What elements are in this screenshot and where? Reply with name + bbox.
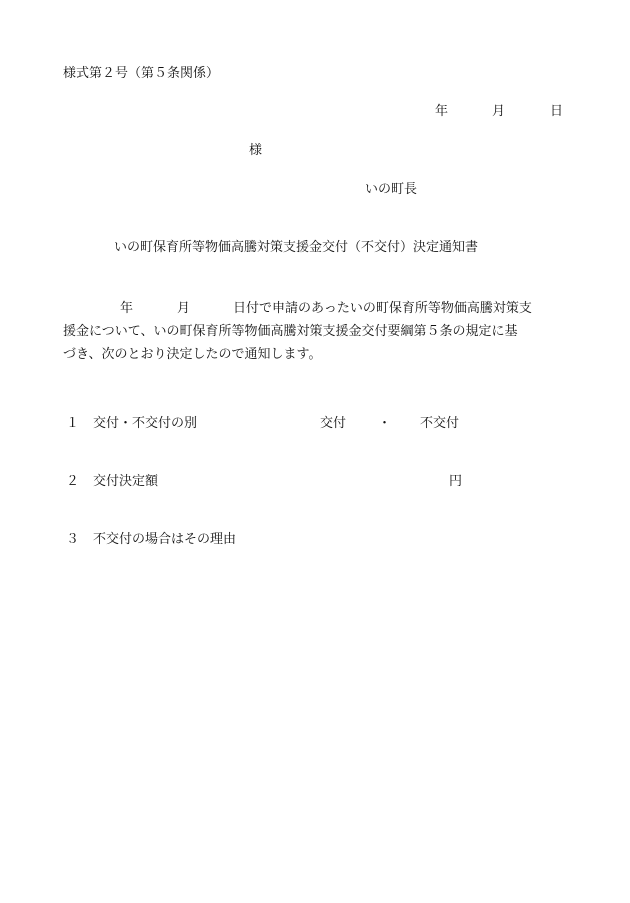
date-year-label: 年	[435, 104, 449, 119]
document-title: いの町保育所等物価高騰対策支援金交付（不交付）決定通知書	[114, 240, 479, 255]
body-line-2: 援金について、いの町保育所等物価高騰対策支援金交付要綱第５条の規定に基	[63, 324, 518, 339]
body-line-1-text: 日付で申請のあったいの町保育所等物価高騰対策支	[233, 301, 532, 316]
body-paragraph	[63, 297, 563, 366]
item-3-label: 不交付の場合はその理由	[93, 532, 237, 547]
item-1-separator: ・	[378, 416, 392, 431]
form-number: 様式第２号（第５条関係）	[63, 66, 220, 81]
item-1-number: １	[66, 416, 80, 431]
item-1-option-nongrant: 不交付	[420, 416, 460, 431]
item-2-label: 交付決定額	[93, 474, 159, 489]
item-2-unit: 円	[449, 474, 463, 489]
body-line-1	[63, 297, 563, 320]
issuer: いの町長	[365, 182, 418, 197]
item-1-label: 交付・不交付の別	[93, 416, 198, 431]
body-month-label: 月	[177, 301, 191, 316]
addressee-suffix: 様	[249, 143, 263, 158]
item-2-number: ２	[66, 474, 80, 489]
body-line-3: づき、次のとおり決定したので通知します。	[63, 347, 322, 362]
body-year-label: 年	[120, 301, 134, 316]
date-month-label: 月	[492, 104, 506, 119]
item-3-number: ３	[66, 532, 80, 547]
item-1-option-grant: 交付	[320, 416, 347, 431]
date-day-label: 日	[550, 104, 564, 119]
